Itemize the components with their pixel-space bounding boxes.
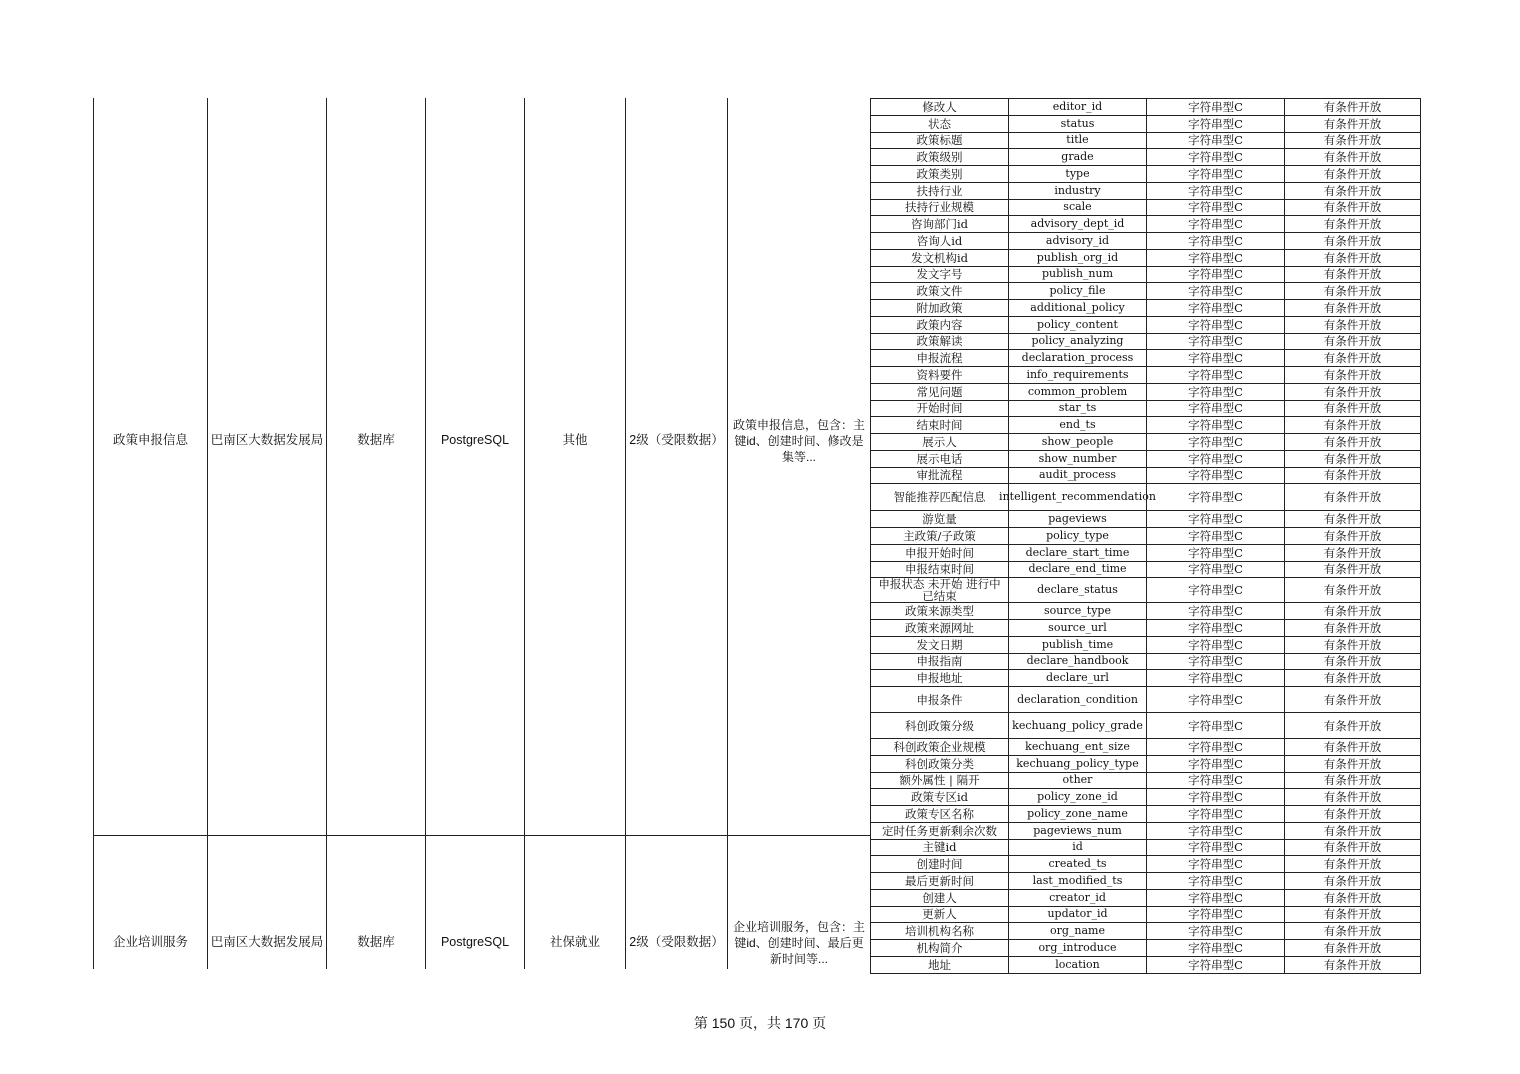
field-open-type: 有条件开放 bbox=[1284, 166, 1421, 182]
field-data-type: 字符串型C bbox=[1146, 907, 1284, 923]
field-data-type: 字符串型C bbox=[1146, 200, 1284, 216]
field-cn-name: 申报开始时间 bbox=[870, 545, 1008, 561]
field-cn-name: 政策专区名称 bbox=[870, 806, 1008, 822]
field-open-type: 有条件开放 bbox=[1284, 907, 1421, 923]
field-en-name: show_people bbox=[1008, 434, 1146, 450]
field-data-type: 字符串型C bbox=[1146, 923, 1284, 939]
field-data-type: 字符串型C bbox=[1146, 637, 1284, 653]
field-cn-name: 状态 bbox=[870, 116, 1008, 132]
field-cn-name: 展示人 bbox=[870, 434, 1008, 450]
field-open-type: 有条件开放 bbox=[1284, 99, 1421, 115]
field-cn-name: 申报结束时间 bbox=[870, 562, 1008, 578]
field-data-type: 字符串型C bbox=[1146, 528, 1284, 544]
field-cn-name: 政策专区id bbox=[870, 789, 1008, 805]
field-data-type: 字符串型C bbox=[1146, 434, 1284, 450]
field-row bbox=[870, 823, 1421, 840]
field-data-type: 字符串型C bbox=[1146, 417, 1284, 433]
field-data-type: 字符串型C bbox=[1146, 890, 1284, 906]
field-open-type: 有条件开放 bbox=[1284, 806, 1421, 822]
record-db-type: PostgreSQL bbox=[440, 433, 510, 447]
field-en-name: updator_id bbox=[1008, 907, 1146, 923]
field-cn-name: 政策来源类型 bbox=[870, 603, 1008, 619]
field-en-name: industry bbox=[1008, 183, 1146, 199]
field-cn-name: 科创政策分类 bbox=[870, 756, 1008, 772]
field-row bbox=[870, 773, 1421, 790]
field-cn-name: 扶持行业 bbox=[870, 183, 1008, 199]
field-row bbox=[870, 670, 1421, 687]
field-cn-name: 机构简介 bbox=[870, 940, 1008, 956]
field-row bbox=[870, 233, 1421, 250]
field-en-name: location bbox=[1008, 957, 1146, 973]
record-resource-type: 数据库 bbox=[357, 433, 395, 447]
field-cn-name: 政策来源网址 bbox=[870, 620, 1008, 636]
field-data-type: 字符串型C bbox=[1146, 856, 1284, 872]
field-open-type: 有条件开放 bbox=[1284, 756, 1421, 772]
field-en-name: publish_org_id bbox=[1008, 250, 1146, 266]
field-open-type: 有条件开放 bbox=[1284, 562, 1421, 578]
field-data-type: 字符串型C bbox=[1146, 603, 1284, 619]
field-row bbox=[870, 907, 1421, 924]
field-cn-name: 常见问题 bbox=[870, 384, 1008, 400]
field-open-type: 有条件开放 bbox=[1284, 739, 1421, 755]
field-data-type: 字符串型C bbox=[1146, 451, 1284, 467]
field-en-name: star_ts bbox=[1008, 401, 1146, 417]
col-divider bbox=[625, 98, 626, 969]
field-data-type: 字符串型C bbox=[1146, 283, 1284, 299]
field-row bbox=[870, 317, 1421, 334]
field-open-type: 有条件开放 bbox=[1284, 637, 1421, 653]
field-row bbox=[870, 545, 1421, 562]
field-cn-name: 发文字号 bbox=[870, 267, 1008, 283]
field-open-type: 有条件开放 bbox=[1284, 384, 1421, 400]
field-data-type: 字符串型C bbox=[1146, 654, 1284, 670]
field-open-type: 有条件开放 bbox=[1284, 773, 1421, 789]
field-data-type: 字符串型C bbox=[1146, 216, 1284, 232]
field-en-name: grade bbox=[1008, 149, 1146, 165]
field-open-type: 有条件开放 bbox=[1284, 654, 1421, 670]
field-en-name: intelligent_recommendation bbox=[1008, 484, 1146, 510]
field-row bbox=[870, 511, 1421, 528]
field-en-name: policy_content bbox=[1008, 317, 1146, 333]
field-en-name: policy_zone_id bbox=[1008, 789, 1146, 805]
record-security-level: 2级（受限数据） bbox=[629, 935, 724, 949]
field-en-name: show_number bbox=[1008, 451, 1146, 467]
field-data-type: 字符串型C bbox=[1146, 756, 1284, 772]
field-cn-name: 科创政策分级 bbox=[870, 713, 1008, 738]
field-en-name: source_url bbox=[1008, 620, 1146, 636]
field-row bbox=[870, 528, 1421, 545]
field-cn-name: 政策文件 bbox=[870, 283, 1008, 299]
field-data-type: 字符串型C bbox=[1146, 350, 1284, 366]
field-en-name: declare_start_time bbox=[1008, 545, 1146, 561]
field-cn-name: 地址 bbox=[870, 957, 1008, 973]
field-en-name: id bbox=[1008, 840, 1146, 856]
field-data-type: 字符串型C bbox=[1146, 789, 1284, 805]
field-en-name: org_introduce bbox=[1008, 940, 1146, 956]
field-en-name: org_name bbox=[1008, 923, 1146, 939]
field-en-name: declaration_condition bbox=[1008, 687, 1146, 712]
field-data-type: 字符串型C bbox=[1146, 468, 1284, 484]
field-cn-name: 创建时间 bbox=[870, 856, 1008, 872]
field-row bbox=[870, 200, 1421, 217]
field-row bbox=[870, 250, 1421, 267]
field-open-type: 有条件开放 bbox=[1284, 233, 1421, 249]
field-en-name: policy_file bbox=[1008, 283, 1146, 299]
field-open-type: 有条件开放 bbox=[1284, 670, 1421, 686]
col-divider bbox=[727, 98, 728, 969]
field-data-type: 字符串型C bbox=[1146, 401, 1284, 417]
field-row bbox=[870, 384, 1421, 401]
field-row bbox=[870, 620, 1421, 637]
field-data-type: 字符串型C bbox=[1146, 250, 1284, 266]
field-en-name: title bbox=[1008, 133, 1146, 149]
field-en-name: end_ts bbox=[1008, 417, 1146, 433]
field-en-name: additional_policy bbox=[1008, 300, 1146, 316]
field-table bbox=[870, 98, 1421, 974]
field-data-type: 字符串型C bbox=[1146, 823, 1284, 839]
field-en-name: declare_status bbox=[1008, 578, 1146, 602]
field-cn-name: 额外属性 | 隔开 bbox=[870, 773, 1008, 789]
field-row bbox=[870, 300, 1421, 317]
field-open-type: 有条件开放 bbox=[1284, 183, 1421, 199]
field-row bbox=[870, 334, 1421, 351]
field-data-type: 字符串型C bbox=[1146, 713, 1284, 738]
field-open-type: 有条件开放 bbox=[1284, 823, 1421, 839]
field-row bbox=[870, 713, 1421, 739]
field-cn-name: 审批流程 bbox=[870, 468, 1008, 484]
field-en-name: publish_num bbox=[1008, 267, 1146, 283]
field-open-type: 有条件开放 bbox=[1284, 890, 1421, 906]
field-cn-name: 扶持行业规模 bbox=[870, 200, 1008, 216]
field-cn-name: 游览量 bbox=[870, 511, 1008, 527]
field-open-type: 有条件开放 bbox=[1284, 856, 1421, 872]
field-en-name: declare_end_time bbox=[1008, 562, 1146, 578]
field-row bbox=[870, 350, 1421, 367]
field-open-type: 有条件开放 bbox=[1284, 957, 1421, 973]
field-data-type: 字符串型C bbox=[1146, 578, 1284, 602]
record-security-level: 2级（受限数据） bbox=[629, 433, 724, 447]
field-cn-name: 附加政策 bbox=[870, 300, 1008, 316]
field-cn-name: 申报地址 bbox=[870, 670, 1008, 686]
field-open-type: 有条件开放 bbox=[1284, 578, 1421, 602]
record-resource-type: 数据库 bbox=[357, 935, 395, 949]
field-row bbox=[870, 654, 1421, 671]
record-divider bbox=[93, 835, 871, 836]
field-cn-name: 申报状态 未开始 进行中 已结束 bbox=[870, 578, 1008, 602]
field-data-type: 字符串型C bbox=[1146, 267, 1284, 283]
field-row bbox=[870, 603, 1421, 620]
field-en-name: policy_zone_name bbox=[1008, 806, 1146, 822]
field-en-name: scale bbox=[1008, 200, 1146, 216]
field-cn-name: 培训机构名称 bbox=[870, 923, 1008, 939]
field-open-type: 有条件开放 bbox=[1284, 873, 1421, 889]
field-en-name: declare_handbook bbox=[1008, 654, 1146, 670]
field-row bbox=[870, 116, 1421, 133]
field-row bbox=[870, 940, 1421, 957]
field-row bbox=[870, 183, 1421, 200]
field-row bbox=[870, 99, 1421, 116]
field-data-type: 字符串型C bbox=[1146, 133, 1284, 149]
page-footer: 第 150 页，共 170 页 bbox=[693, 1015, 827, 1031]
field-row bbox=[870, 756, 1421, 773]
field-en-name: creator_id bbox=[1008, 890, 1146, 906]
field-en-name: policy_analyzing bbox=[1008, 334, 1146, 350]
field-row bbox=[870, 856, 1421, 873]
field-data-type: 字符串型C bbox=[1146, 511, 1284, 527]
record-name: 企业培训服务 bbox=[112, 935, 188, 949]
field-row bbox=[870, 283, 1421, 300]
field-cn-name: 政策解读 bbox=[870, 334, 1008, 350]
record-description: 企业培训服务，包含：主键id、创建时间、最后更新时间等... bbox=[732, 920, 865, 966]
field-data-type: 字符串型C bbox=[1146, 739, 1284, 755]
field-row bbox=[870, 166, 1421, 183]
field-data-type: 字符串型C bbox=[1146, 687, 1284, 712]
field-open-type: 有条件开放 bbox=[1284, 468, 1421, 484]
field-cn-name: 资料要件 bbox=[870, 367, 1008, 383]
field-row bbox=[870, 687, 1421, 713]
field-cn-name: 科创政策企业规模 bbox=[870, 739, 1008, 755]
field-open-type: 有条件开放 bbox=[1284, 133, 1421, 149]
field-en-name: common_problem bbox=[1008, 384, 1146, 400]
field-row bbox=[870, 957, 1421, 974]
field-open-type: 有条件开放 bbox=[1284, 840, 1421, 856]
field-en-name: declare_url bbox=[1008, 670, 1146, 686]
field-cn-name: 更新人 bbox=[870, 907, 1008, 923]
field-cn-name: 政策内容 bbox=[870, 317, 1008, 333]
col-divider bbox=[524, 98, 525, 969]
record-category: 其他 bbox=[562, 433, 588, 447]
field-data-type: 字符串型C bbox=[1146, 317, 1284, 333]
field-row bbox=[870, 578, 1421, 603]
field-open-type: 有条件开放 bbox=[1284, 434, 1421, 450]
col-divider bbox=[93, 98, 94, 969]
field-data-type: 字符串型C bbox=[1146, 384, 1284, 400]
field-en-name: last_modified_ts bbox=[1008, 873, 1146, 889]
record-department: 巴南区大数据发展局 bbox=[210, 935, 324, 949]
field-open-type: 有条件开放 bbox=[1284, 484, 1421, 510]
field-open-type: 有条件开放 bbox=[1284, 545, 1421, 561]
field-data-type: 字符串型C bbox=[1146, 773, 1284, 789]
field-data-type: 字符串型C bbox=[1146, 840, 1284, 856]
field-cn-name: 政策类别 bbox=[870, 166, 1008, 182]
field-en-name: publish_time bbox=[1008, 637, 1146, 653]
field-data-type: 字符串型C bbox=[1146, 545, 1284, 561]
field-row bbox=[870, 873, 1421, 890]
field-en-name: created_ts bbox=[1008, 856, 1146, 872]
field-cn-name: 最后更新时间 bbox=[870, 873, 1008, 889]
field-en-name: other bbox=[1008, 773, 1146, 789]
field-cn-name: 政策级别 bbox=[870, 149, 1008, 165]
field-en-name: audit_process bbox=[1008, 468, 1146, 484]
field-row bbox=[870, 451, 1421, 468]
field-open-type: 有条件开放 bbox=[1284, 713, 1421, 738]
field-en-name: advisory_id bbox=[1008, 233, 1146, 249]
field-en-name: kechuang_policy_type bbox=[1008, 756, 1146, 772]
field-en-name: pageviews_num bbox=[1008, 823, 1146, 839]
field-open-type: 有条件开放 bbox=[1284, 267, 1421, 283]
field-data-type: 字符串型C bbox=[1146, 806, 1284, 822]
field-cn-name: 申报指南 bbox=[870, 654, 1008, 670]
field-open-type: 有条件开放 bbox=[1284, 116, 1421, 132]
field-open-type: 有条件开放 bbox=[1284, 417, 1421, 433]
field-cn-name: 申报条件 bbox=[870, 687, 1008, 712]
field-data-type: 字符串型C bbox=[1146, 183, 1284, 199]
field-en-name: kechuang_ent_size bbox=[1008, 739, 1146, 755]
field-data-type: 字符串型C bbox=[1146, 940, 1284, 956]
field-open-type: 有条件开放 bbox=[1284, 334, 1421, 350]
field-data-type: 字符串型C bbox=[1146, 233, 1284, 249]
field-row bbox=[870, 468, 1421, 485]
field-data-type: 字符串型C bbox=[1146, 670, 1284, 686]
field-data-type: 字符串型C bbox=[1146, 334, 1284, 350]
field-open-type: 有条件开放 bbox=[1284, 451, 1421, 467]
field-open-type: 有条件开放 bbox=[1284, 149, 1421, 165]
field-en-name: info_requirements bbox=[1008, 367, 1146, 383]
field-open-type: 有条件开放 bbox=[1284, 687, 1421, 712]
field-en-name: policy_type bbox=[1008, 528, 1146, 544]
col-divider bbox=[326, 98, 327, 969]
field-open-type: 有条件开放 bbox=[1284, 620, 1421, 636]
field-open-type: 有条件开放 bbox=[1284, 367, 1421, 383]
field-row bbox=[870, 434, 1421, 451]
field-row bbox=[870, 637, 1421, 654]
field-data-type: 字符串型C bbox=[1146, 957, 1284, 973]
field-row bbox=[870, 789, 1421, 806]
field-row bbox=[870, 267, 1421, 284]
field-cn-name: 智能推荐匹配信息 bbox=[870, 484, 1008, 510]
field-cn-name: 主政策/子政策 bbox=[870, 528, 1008, 544]
field-row bbox=[870, 401, 1421, 418]
field-open-type: 有条件开放 bbox=[1284, 528, 1421, 544]
field-row bbox=[870, 367, 1421, 384]
field-open-type: 有条件开放 bbox=[1284, 250, 1421, 266]
field-cn-name: 咨询部门id bbox=[870, 216, 1008, 232]
field-row bbox=[870, 890, 1421, 907]
field-open-type: 有条件开放 bbox=[1284, 401, 1421, 417]
field-open-type: 有条件开放 bbox=[1284, 511, 1421, 527]
record-department: 巴南区大数据发展局 bbox=[210, 433, 324, 447]
field-en-name: kechuang_policy_grade bbox=[1008, 713, 1146, 738]
field-open-type: 有条件开放 bbox=[1284, 923, 1421, 939]
field-data-type: 字符串型C bbox=[1146, 99, 1284, 115]
field-cn-name: 政策标题 bbox=[870, 133, 1008, 149]
field-en-name: declaration_process bbox=[1008, 350, 1146, 366]
field-en-name: pageviews bbox=[1008, 511, 1146, 527]
field-open-type: 有条件开放 bbox=[1284, 789, 1421, 805]
field-data-type: 字符串型C bbox=[1146, 149, 1284, 165]
field-en-name: editor_id bbox=[1008, 99, 1146, 115]
field-open-type: 有条件开放 bbox=[1284, 350, 1421, 366]
field-row bbox=[870, 806, 1421, 823]
field-row bbox=[870, 562, 1421, 579]
field-en-name: source_type bbox=[1008, 603, 1146, 619]
record-description: 政策申报信息，包含：主键id、创建时间、修改是集等... bbox=[732, 418, 865, 464]
field-cn-name: 发文日期 bbox=[870, 637, 1008, 653]
field-row bbox=[870, 923, 1421, 940]
field-open-type: 有条件开放 bbox=[1284, 603, 1421, 619]
field-cn-name: 申报流程 bbox=[870, 350, 1008, 366]
field-data-type: 字符串型C bbox=[1146, 484, 1284, 510]
field-open-type: 有条件开放 bbox=[1284, 940, 1421, 956]
field-data-type: 字符串型C bbox=[1146, 562, 1284, 578]
field-row bbox=[870, 840, 1421, 857]
field-data-type: 字符串型C bbox=[1146, 620, 1284, 636]
col-divider bbox=[207, 98, 208, 969]
field-open-type: 有条件开放 bbox=[1284, 300, 1421, 316]
field-data-type: 字符串型C bbox=[1146, 367, 1284, 383]
field-data-type: 字符串型C bbox=[1146, 873, 1284, 889]
field-cn-name: 发文机构id bbox=[870, 250, 1008, 266]
field-cn-name: 开始时间 bbox=[870, 401, 1008, 417]
field-row bbox=[870, 216, 1421, 233]
field-en-name: status bbox=[1008, 116, 1146, 132]
field-open-type: 有条件开放 bbox=[1284, 216, 1421, 232]
field-open-type: 有条件开放 bbox=[1284, 317, 1421, 333]
field-open-type: 有条件开放 bbox=[1284, 283, 1421, 299]
field-data-type: 字符串型C bbox=[1146, 166, 1284, 182]
field-row bbox=[870, 417, 1421, 434]
field-data-type: 字符串型C bbox=[1146, 116, 1284, 132]
field-row bbox=[870, 739, 1421, 756]
record-db-type: PostgreSQL bbox=[440, 935, 510, 949]
field-data-type: 字符串型C bbox=[1146, 300, 1284, 316]
field-en-name: type bbox=[1008, 166, 1146, 182]
field-row bbox=[870, 149, 1421, 166]
record-name: 政策申报信息 bbox=[112, 433, 188, 447]
field-cn-name: 展示电话 bbox=[870, 451, 1008, 467]
field-cn-name: 修改人 bbox=[870, 99, 1008, 115]
field-en-name: advisory_dept_id bbox=[1008, 216, 1146, 232]
field-cn-name: 主键id bbox=[870, 840, 1008, 856]
field-cn-name: 创建人 bbox=[870, 890, 1008, 906]
field-cn-name: 结束时间 bbox=[870, 417, 1008, 433]
field-cn-name: 咨询人id bbox=[870, 233, 1008, 249]
col-divider bbox=[425, 98, 426, 969]
field-cn-name: 定时任务更新剩余次数 bbox=[870, 823, 1008, 839]
field-open-type: 有条件开放 bbox=[1284, 200, 1421, 216]
field-row bbox=[870, 133, 1421, 150]
field-row bbox=[870, 484, 1421, 511]
record-category: 社保就业 bbox=[549, 935, 600, 949]
